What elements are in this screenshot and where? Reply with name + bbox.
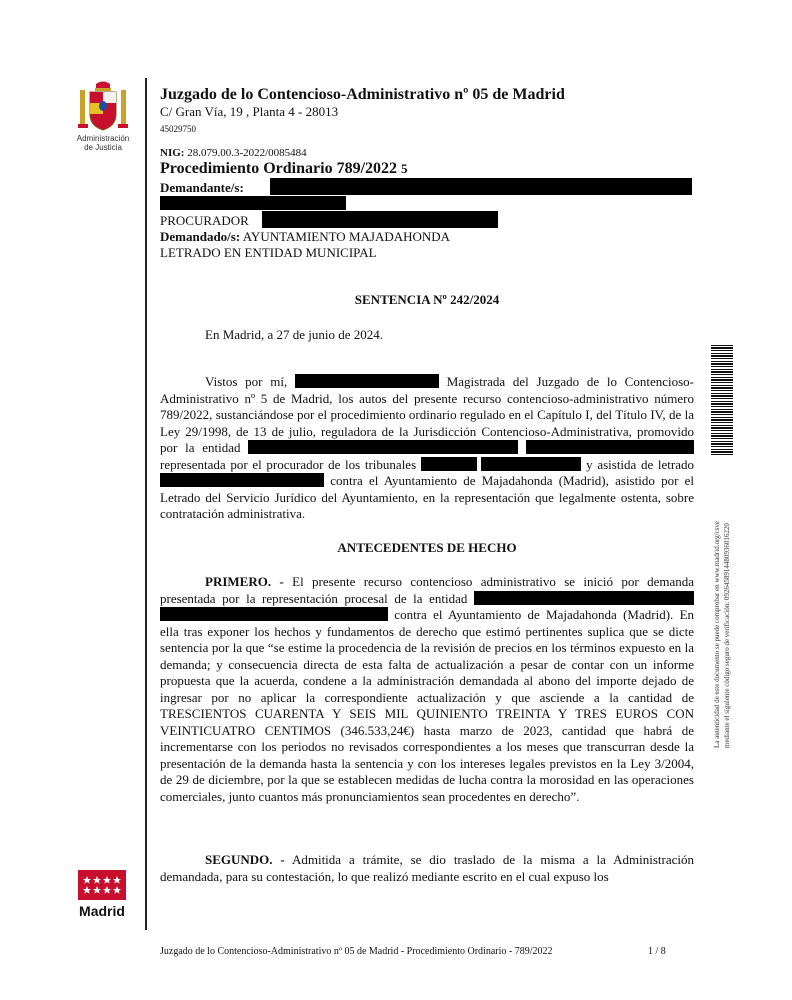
redaction-magistrada [295, 374, 439, 388]
madrid-label: Madrid [79, 903, 125, 919]
stars-icon [78, 870, 126, 900]
vistos-paragraph: Vistos por mí, Magistrada del Juzgado de lo Contencioso-Administrativo nº 5 de Madrid, los autos del presente recurso contencioso-administrativo número 789/2022, sustanciándose por el procedimiento ordinario regulado en el Capítulo I, del Título IV, de la Ley 29/1998, de 13 de julio, reguladora de la Jurisdicción Contencioso-Administrativa, promovido por la entidad representada por el procurador de los tribunales y asistida de letrado contra el Ayuntamiento de Majadahonda (Madrid), asistido por el Letrado del Servicio Jurídico del Ayuntamiento, en la representación que legalmente ostenta, sobre contratación administrativa. [160, 374, 695, 521]
redaction-entidad-3 [474, 591, 694, 605]
redaction-procurador [262, 211, 498, 228]
redaction-entidad [248, 440, 518, 454]
redaction-entidad-2 [526, 440, 694, 454]
demandante-label: Demandante/s: [160, 180, 244, 195]
coat-of-arms-icon [78, 80, 128, 132]
sentencia-title: SENTENCIA Nº 242/2024 [354, 292, 500, 307]
redaction-procurador-3 [481, 457, 581, 471]
demandado-line: Demandado/s: AYUNTAMIENTO MAJADAHONDA [160, 229, 451, 244]
redaction-demandante [270, 178, 692, 195]
court-title: Juzgado de lo Contencioso-Administrativo nº 05 de Madrid [160, 86, 565, 103]
left-margin-rule [145, 78, 147, 930]
segundo-paragraph: SEGUNDO. - Admitida a trámite, se dio traslado de la misma a la Administración demandada, para su contestación, lo que realizó mediante escrito en el cual expuso los [160, 852, 694, 884]
court-code: 45029750 [160, 124, 196, 134]
primero-paragraph: PRIMERO. - El presente recurso contencioso administrativo se inició por demanda presentada por la representación procesal de la entidad contra el Ayuntamiento de Majadahonda (Madrid). En ella tras exponer los hechos y fundamentos de derecho que estimó pertinentes suplica que se dicte sentencia por la que “se estime la procedencia de la revisión de precios en los términos expuesto en la demanda; y consecuencia directa de esta falta de actualización a pesar de contar con un informe propuesta que la acuerda, condene a la administración demandada al abono del importe dejado de ingresar por no aplicar la correspondiente actualización y que asciende a la cantidad de TRESCIENTOS CUARENTA Y SEIS MIL QUINIENTO TREINTA Y TRES EUROS CON VEINTICUATRO CENTIMOS (346.533,24€) hasta marzo de 2023, cantidad que habrá de incrementarse con los periodos no revisados correspondientes a los meses que transcurran desde la presentación de la demanda hasta la sentencia y con los intereses legales previstos en la Ley 3/2004, de 29 de diciembre, por la que se establecen medidas de lucha contra la morosidad en las operaciones comerciales, junto cuantos más pronunciamientos sean procedentes en derecho”. [160, 574, 695, 804]
procedure-title: Procedimiento Ordinario 789/2022 5 [160, 160, 408, 177]
redaction-demandante-2 [160, 196, 346, 210]
redaction-entidad-4 [160, 607, 388, 621]
madrid-stars-logo [78, 870, 126, 900]
antecedentes-heading: ANTECEDENTES DE HECHO [337, 540, 517, 555]
verification-barcode [711, 345, 733, 455]
letrado-line: LETRADO EN ENTIDAD MUNICIPAL [160, 245, 377, 260]
footer-text: Juzgado de lo Contencioso-Administrativo nº 05 de Madrid - Procedimiento Ordinario - 789/2022 [160, 946, 553, 957]
date-line: En Madrid, a 27 de junio de 2024. [205, 327, 383, 342]
redaction-procurador-2 [421, 457, 477, 471]
administracion-justicia-label: Administración de Justicia [76, 134, 130, 152]
verification-side-text: La autenticidad de este documento se puede comprobar en www.madrid.org/csve mediante el siguiente código seguro de verificación: 0926458914480936016220 [713, 520, 731, 748]
redaction-letrado [160, 473, 324, 487]
page-number: 1 / 8 [648, 946, 666, 957]
court-address: C/ Gran Vía, 19 , Planta 4 - 28013 [160, 104, 339, 119]
procurador-label: PROCURADOR [160, 213, 249, 228]
nig-line: NIG: 28.079.00.3-2022/0085484 [160, 147, 307, 159]
